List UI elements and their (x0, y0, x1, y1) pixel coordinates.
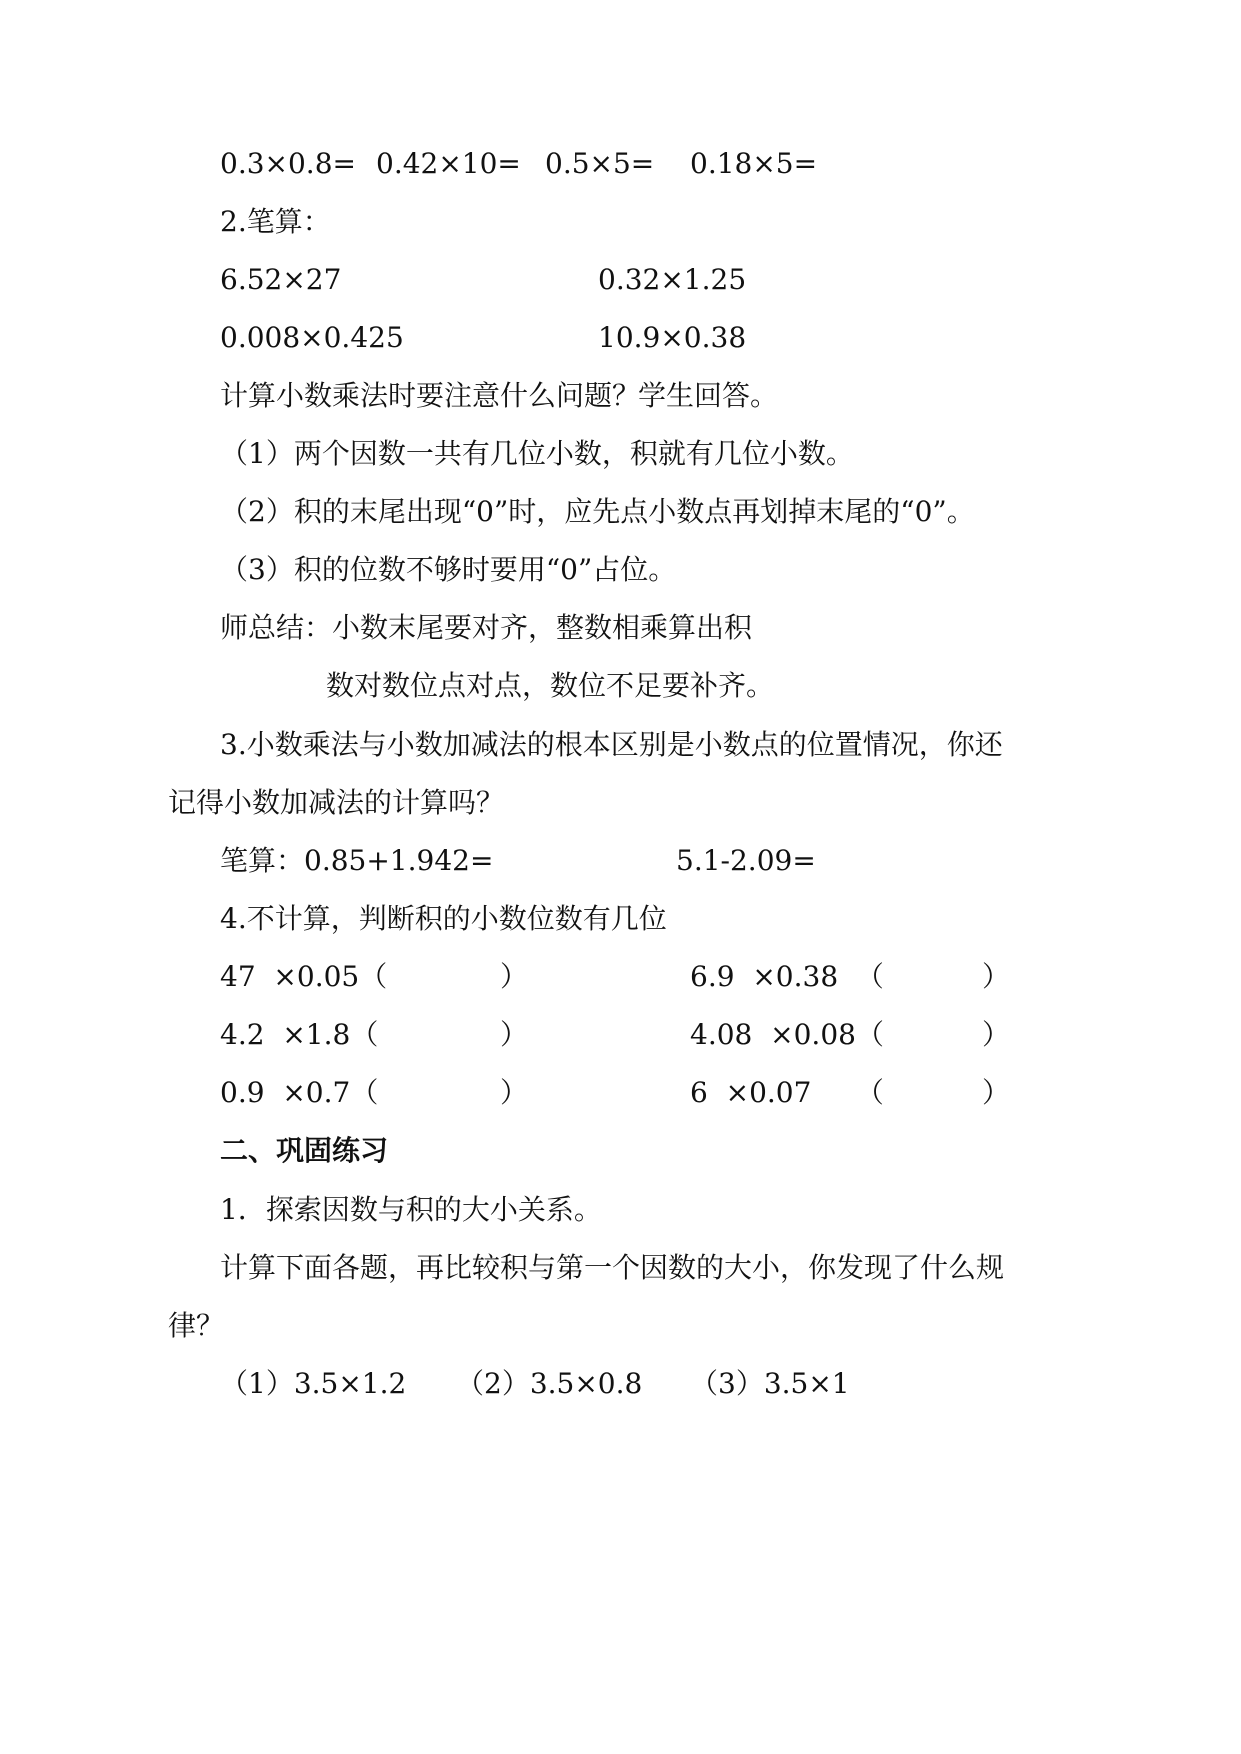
question-3-line-1: 3.小数乘法与小数加减法的根本区别是小数点的位置情况，你还 (220, 728, 1003, 761)
question-4-close-paren-3: ） (500, 1018, 529, 1051)
question-2-title: 2.笔算： (220, 205, 331, 238)
mult-item-b: 0.42×10= (376, 147, 521, 180)
question-4-close-paren-5: ） (500, 1076, 529, 1109)
exercise-1-item-c: （3）3.5×1 (690, 1367, 850, 1400)
exercise-1-item-a: （1）3.5×1.2 (220, 1367, 407, 1400)
mult-item-a: 0.3×0.8= (220, 147, 356, 180)
question-3-item-a: 笔算：0.85+1.942= (220, 844, 494, 877)
mult-item-c: 0.5×5= (545, 147, 655, 180)
teacher-summary-line-2: 数对数位点对点，数位不足要补齐。 (326, 669, 775, 702)
question-2-item-a: 6.52×27 (220, 263, 342, 296)
question-4-item-3: 4.2 ×1.8（ (220, 1018, 379, 1051)
question-4-item-2: 6.9 ×0.38 （ (690, 960, 884, 993)
student-answer-note: 学生回答。 (638, 379, 779, 412)
question-2-item-b: 0.32×1.25 (598, 263, 747, 296)
question-4-item-5: 0.9 ×0.7（ (220, 1076, 379, 1109)
teacher-summary-line-1: 师总结：小数末尾要对齐，整数相乘算出积 (220, 611, 753, 644)
question-4-item-6: 6 ×0.07 （ (690, 1076, 884, 1109)
exercise-1-question-line-1: 计算下面各题，再比较积与第一个因数的大小，你发现了什么规 (220, 1251, 1005, 1284)
rule-1: （1）两个因数一共有几位小数，积就有几位小数。 (220, 437, 854, 470)
question-4-close-paren-6: ） (982, 1076, 1011, 1109)
exercise-1-item-b: （2）3.5×0.8 (456, 1367, 643, 1400)
question-4-item-1: 47 ×0.05（ (220, 960, 388, 993)
question-prompt: 计算小数乘法时要注意什么问题？ (220, 379, 641, 412)
question-2-item-c: 0.008×0.425 (220, 321, 404, 354)
exercise-1-question-line-2: 律？ (168, 1309, 225, 1342)
question-4-title: 4.不计算，判断积的小数位数有几位 (220, 902, 667, 935)
question-3-item-b: 5.1-2.09= (676, 844, 816, 877)
section-2-heading: 二、巩固练习 (220, 1134, 389, 1167)
question-2-item-d: 10.9×0.38 (598, 321, 747, 354)
exercise-1-title: 1．探索因数与积的大小关系。 (220, 1193, 602, 1226)
question-4-close-paren-4: ） (982, 1018, 1011, 1051)
rule-3: （3）积的位数不够时要用“0”占位。 (220, 553, 677, 586)
question-4-close-paren-1: ） (500, 960, 529, 993)
rule-2: （2）积的末尾出现“0”时，应先点小数点再划掉末尾的“0”。 (220, 495, 975, 528)
question-4-item-4: 4.08 ×0.08（ (690, 1018, 884, 1051)
mult-item-d: 0.18×5= (690, 147, 818, 180)
question-3-line-2: 记得小数加减法的计算吗？ (168, 786, 505, 819)
question-4-close-paren-2: ） (982, 960, 1011, 993)
